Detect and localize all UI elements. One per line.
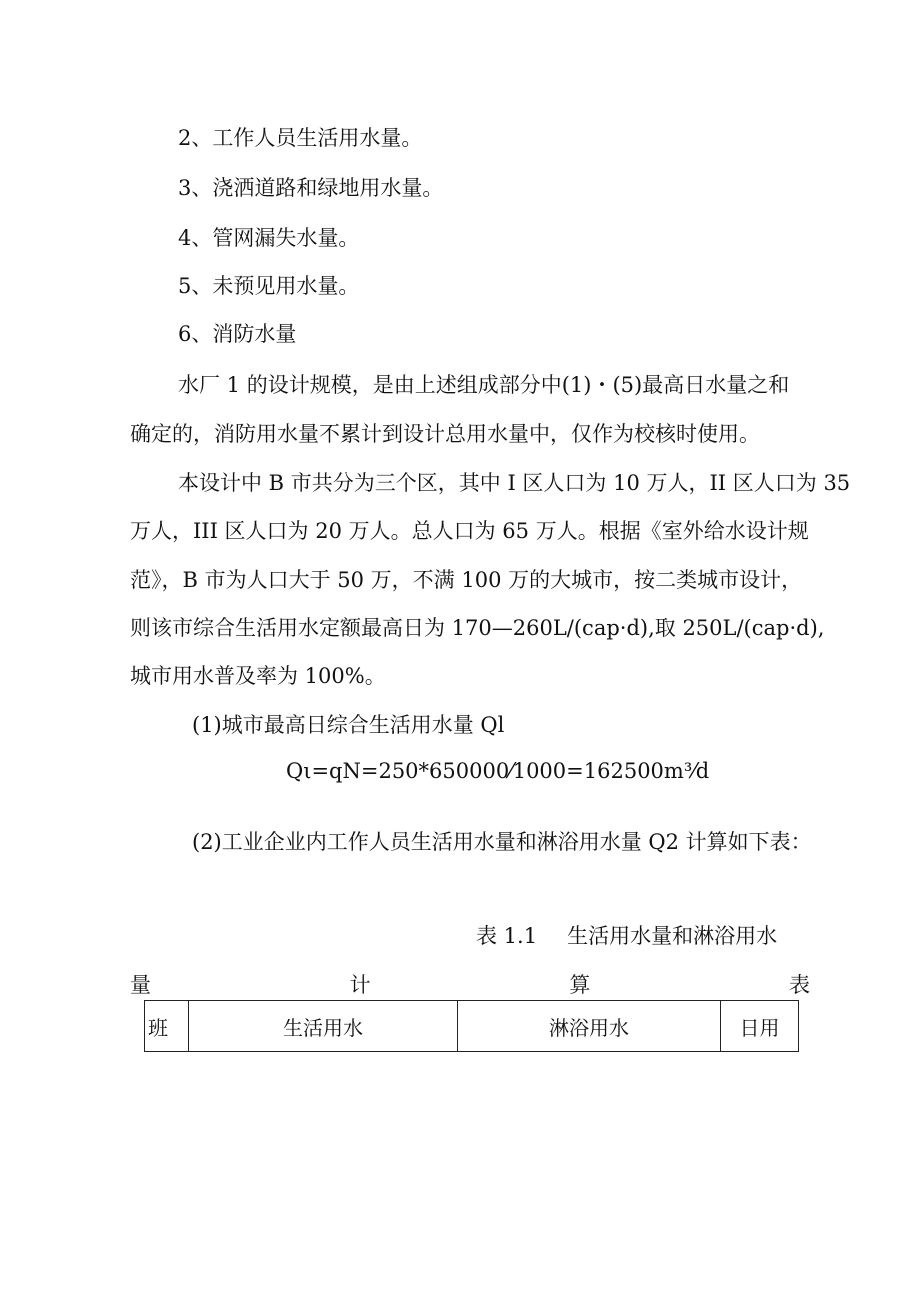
subheading-1: (1)城市最高日综合生活用水量 Ql: [192, 713, 505, 737]
para1-line1: 水厂 1 的设计规模，是由上述组成部分中(1)・(5)最高日水量之和: [178, 373, 790, 397]
table-caption-continued: [130, 971, 810, 999]
caption-char: 表: [788, 973, 810, 997]
list-item-2: 2、工作人员生活用水量。: [178, 126, 423, 150]
formula: Qι=qN=250*650000⁄1000=162500m³⁄d: [286, 759, 710, 783]
header-shower-water: 淋浴用水: [458, 1001, 721, 1052]
table-title: 生活用水量和淋浴用水: [567, 924, 778, 948]
header-domestic-water: 生活用水: [189, 1001, 458, 1052]
para1-line2: 确定的，消防用水量不累计到设计总用水量中，仅作为校核时使用。: [130, 422, 760, 446]
caption-char: 量: [130, 973, 151, 997]
table-header-row: [145, 1001, 799, 1052]
para2-line4: 则该市综合生活用水定额最高日为 170—260L/(cap·d),取 250L/(cap·d),: [130, 616, 825, 640]
header-daily-use: 日用: [721, 1001, 799, 1052]
para2-line5: 城市用水普及率为 100%。: [130, 664, 386, 688]
caption-char: 算: [569, 973, 591, 997]
list-item-5: 5、未预见用水量。: [178, 274, 360, 298]
subheading-2: (2)工业企业内工作人员生活用水量和淋浴用水量 Q2 计算如下表：: [192, 830, 812, 854]
list-item-4: 4、管网漏失水量。: [178, 226, 360, 250]
table-caption: [476, 922, 777, 950]
header-shift: 班: [145, 1001, 189, 1052]
caption-char: 计: [349, 973, 371, 997]
table-number: 表 1.1: [476, 924, 538, 948]
para2-line1: 本设计中 B 市共分为三个区，其中 I 区人口为 10 万人，II 区人口为 35: [178, 471, 851, 495]
para2-line2: 万人，III 区人口为 20 万人。总人口为 65 万人。根据《室外给水设计规: [130, 519, 809, 543]
water-usage-table: [144, 1000, 799, 1052]
para2-line3: 范》，B 市为人口大于 50 万，不满 100 万的大城市，按二类城市设计，: [130, 568, 803, 592]
list-item-6: 6、消防水量: [178, 322, 297, 346]
list-item-3: 3、浇洒道路和绿地用水量。: [178, 176, 444, 200]
